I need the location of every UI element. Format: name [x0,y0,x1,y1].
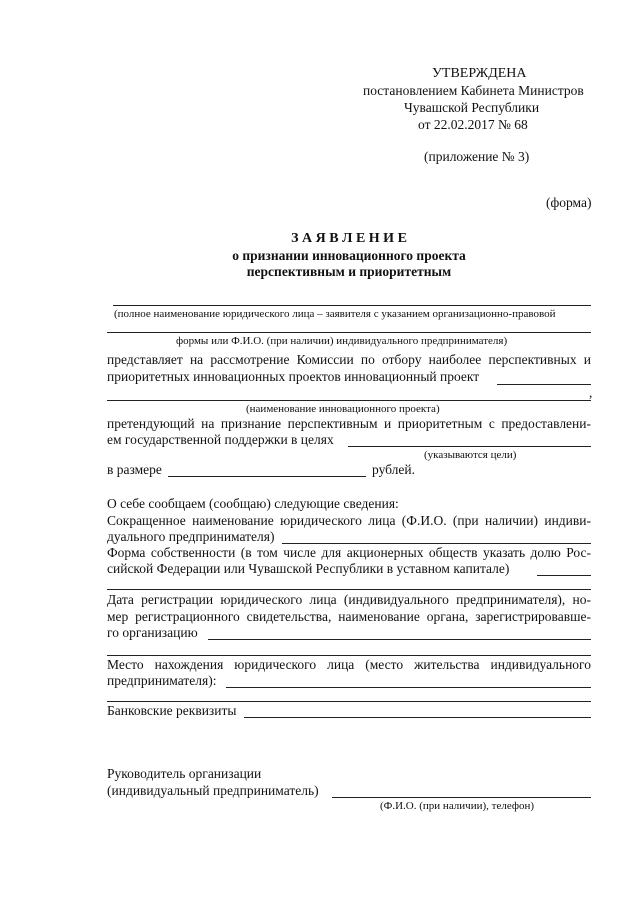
signature-line-1: Руководитель организации [107,766,262,781]
applicant-name-field[interactable] [113,305,591,306]
location-line-2: предпринимателя): [107,673,217,688]
location-field[interactable] [226,687,591,688]
registration-line-1: Дата регистрации юридического лица (индивидуального предпринимателя), но- [107,592,591,607]
short-name-line-2: дуального предпринимателя) [107,529,275,544]
amount-prefix: в размере [107,462,162,477]
signature-hint: (Ф.И.О. (при наличии), телефон) [380,800,535,812]
info-intro: О себе сообщаем (сообщаю) следующие сведения: [107,496,399,511]
claim-line-1: претендующий на признание перспективным и приоритетным с предоставлени- [107,416,591,431]
approval-line3: от 22.02.2017 № 68 [418,117,528,132]
location-line-1: Место нахождения юридического лица (место жительства индивидуального [107,657,591,672]
goals-hint: (указываются цели) [424,449,517,461]
registration-field-2[interactable] [107,655,591,656]
location-field-2[interactable] [107,701,591,702]
project-comma: , [589,385,593,400]
ownership-field-2[interactable] [107,589,591,590]
claim-line-2: ем государственной поддержки в целях [107,432,334,447]
signature-line-2: (индивидуальный предприниматель) [107,783,319,798]
document-subtitle-2: перспективным и приоритетным [246,264,452,279]
project-name-field-2[interactable] [107,400,591,401]
form-label: (форма) [546,195,592,210]
bank-label: Банковские реквизиты [107,703,237,718]
signature-field[interactable] [332,797,591,798]
short-name-field[interactable] [282,543,591,544]
bank-field[interactable] [244,717,591,718]
applicant-name-field-2[interactable] [107,332,591,333]
goals-field[interactable] [348,446,591,447]
applicant-hint-1: (полное наименование юридического лица – заявителя с указанием организационно-правовой [114,308,556,320]
present-line-1: представляет на рассмотрение Комиссии по отбору наиболее перспективных и [107,352,591,367]
approval-title: УТВЕРЖДЕНА [432,66,527,81]
ownership-line-2: сийской Федерации или Чувашской Республики в уставном капитале) [107,561,510,576]
short-name-line-1: Сокращенное наименование юридического лица (Ф.И.О. (при наличии) индиви- [107,513,591,528]
ownership-line-1: Форма собственности (в том числе для акционерных обществ указать долю Рос- [107,545,591,560]
registration-line-3: го организацию [107,625,198,640]
registration-field[interactable] [208,639,591,640]
approval-appendix: (приложение № 3) [424,149,530,164]
document-subtitle-1: о признании инновационного проекта [232,248,466,263]
present-line-2: приоритетных инновационных проектов инновационный проект [107,369,480,384]
registration-line-2: мер регистрационного свидетельства, наименование органа, зарегистрировавше- [107,609,591,624]
document-title: З А Я В Л Е Н И Е [291,231,407,246]
amount-field[interactable] [168,476,366,477]
project-hint: (наименование инновационного проекта) [246,403,440,415]
ownership-field[interactable] [537,575,591,576]
amount-suffix: рублей. [372,462,416,477]
approval-line1: постановлением Кабинета Министров [363,83,584,98]
project-name-field[interactable] [497,384,591,385]
applicant-hint-2: формы или Ф.И.О. (при наличии) индивидуального предпринимателя) [176,335,508,347]
approval-line2: Чувашской Республики [404,100,540,115]
